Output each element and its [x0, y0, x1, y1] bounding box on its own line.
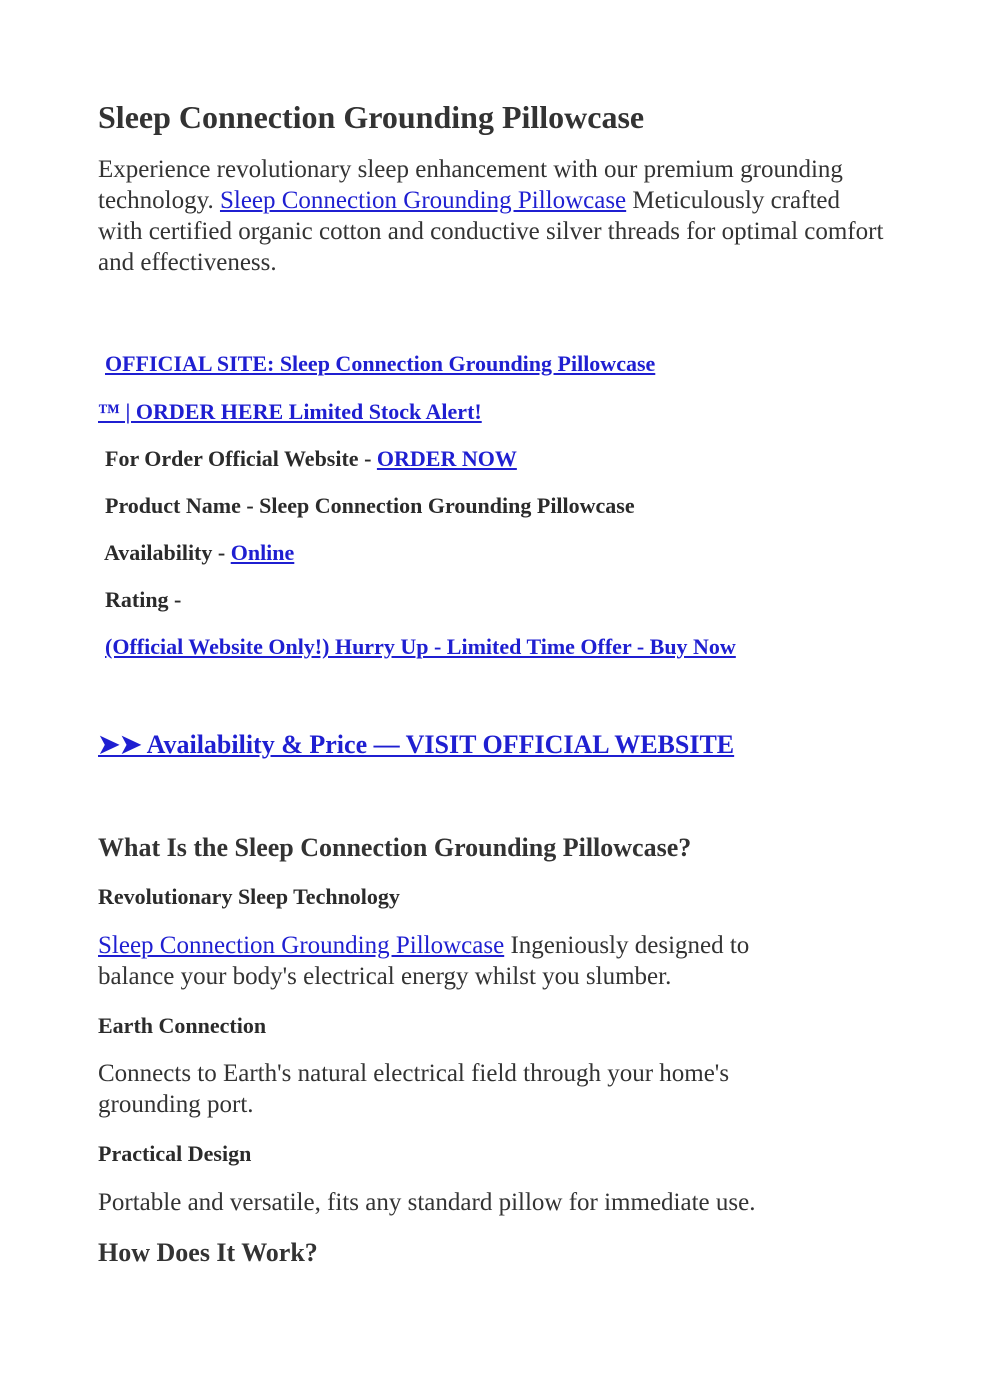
- product-name-line: Product Name - Sleep Connection Grounding Pillowcase: [105, 493, 635, 518]
- offer-buy-now-link[interactable]: (Official Website Only!) Hurry Up - Limited Time Offer - Buy Now: [105, 634, 736, 659]
- how-does-it-work-heading: How Does It Work?: [98, 1238, 318, 1267]
- visit-official-website-link[interactable]: ➤➤ Availability & Price — VISIT OFFICIAL WEBSITE: [98, 730, 735, 759]
- intro-paragraph: [98, 154, 888, 278]
- order-line: [105, 446, 517, 472]
- page-title: Sleep Connection Grounding Pillowcase: [98, 99, 645, 135]
- intro-text-after: Meticulously crafted with certified organic cotton and conductive silver threads for optimal comfort and effectiveness.: [98, 187, 884, 276]
- official-site-link[interactable]: OFFICIAL SITE: Sleep Connection Grounding Pillowcase: [105, 351, 656, 376]
- order-here-line: [98, 399, 482, 425]
- order-label: For Order Official Website -: [105, 446, 377, 471]
- sub-heading-earth-connection: Earth Connection: [98, 1013, 267, 1038]
- intro-text-before: Experience revolutionary sleep enhancement with our premium grounding technology.: [98, 156, 843, 214]
- practical-design-paragraph: Portable and versatile, fits any standard pillow for immediate use.: [98, 1189, 756, 1216]
- sub-heading-technology: Revolutionary Sleep Technology: [98, 884, 400, 909]
- availability-line: [104, 540, 294, 566]
- visit-official-website-line: [98, 730, 734, 760]
- technology-product-link[interactable]: Sleep Connection Grounding Pillowcase: [98, 932, 505, 959]
- technology-paragraph: [98, 930, 818, 992]
- sub-heading-practical-design: Practical Design: [98, 1141, 252, 1166]
- what-is-heading: What Is the Sleep Connection Grounding Pillowcase?: [98, 833, 692, 862]
- earth-connection-paragraph: Connects to Earth's natural electrical field through your home's grounding port.: [98, 1060, 730, 1118]
- order-here-link[interactable]: ™ | ORDER HERE Limited Stock Alert!: [98, 399, 482, 424]
- offer-line: [105, 634, 736, 660]
- rating-line: Rating -: [105, 587, 182, 612]
- technology-text: Ingeniously designed to balance your body's electrical energy whilst you slumber.: [98, 932, 750, 990]
- order-now-link[interactable]: ORDER NOW: [376, 446, 517, 471]
- official-site-line: [105, 351, 655, 377]
- availability-label: Availability -: [104, 540, 231, 565]
- availability-online-link[interactable]: Online: [230, 540, 295, 565]
- intro-product-link[interactable]: Sleep Connection Grounding Pillowcase: [219, 187, 627, 214]
